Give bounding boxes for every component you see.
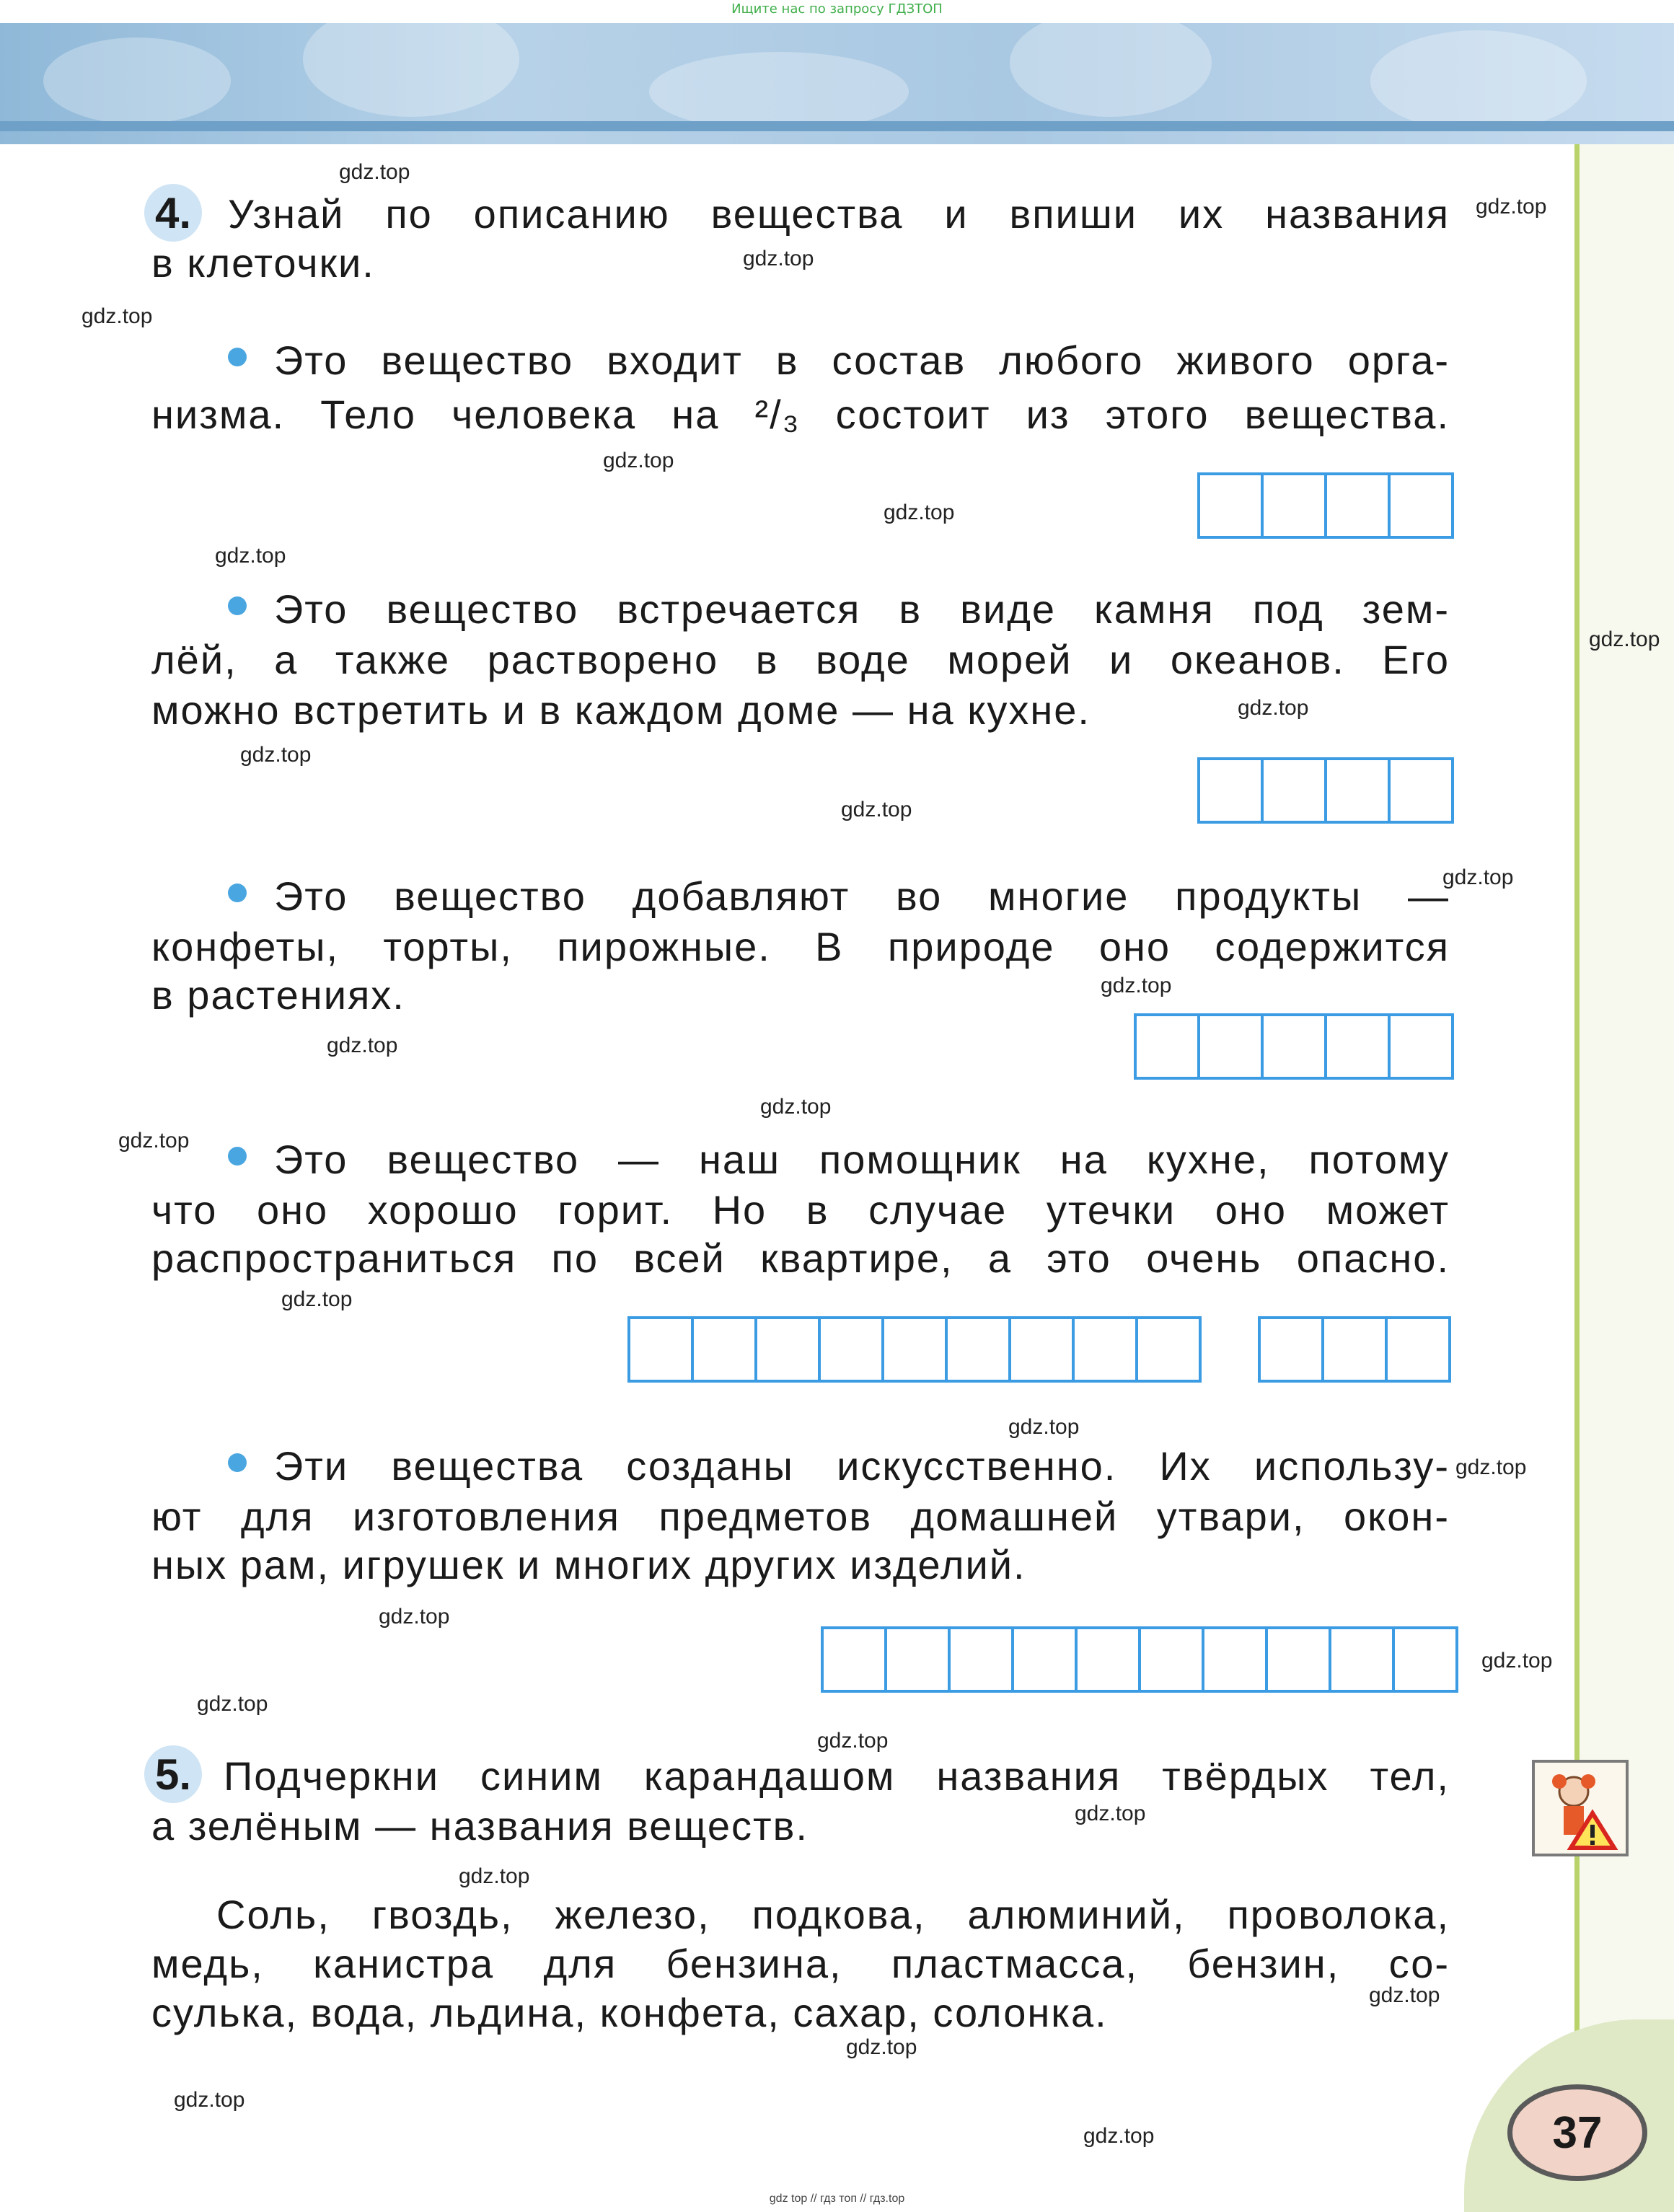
bullet-icon [228,348,247,366]
task-4-item-3-line: в растениях. [151,972,405,1018]
answer-cells-1[interactable] [1197,472,1454,539]
answer-cell[interactable] [881,1316,948,1383]
watermark: gdz.top [197,1692,268,1716]
watermark: gdz.top [846,2035,917,2059]
answer-cell[interactable] [948,1626,1014,1693]
bullet-icon [228,596,247,615]
answer-cell[interactable] [1258,1316,1324,1383]
answer-cell[interactable] [1197,1013,1264,1080]
page-number: 37 [1507,2084,1647,2181]
answer-cell[interactable] [691,1316,757,1383]
answer-cell[interactable] [754,1316,821,1383]
answer-cell[interactable] [1197,472,1264,539]
watermark: gdz.top [174,2088,245,2112]
answer-cell[interactable] [1135,1316,1202,1383]
watermark: gdz.top [1075,1802,1146,1825]
answer-cell[interactable] [1392,1626,1458,1693]
watermark: gdz.top [1238,696,1309,720]
watermark: gdz.top [1101,974,1172,997]
answer-cells-3[interactable] [1134,1013,1454,1080]
watermark: gdz.top [841,798,912,821]
answer-cells-5[interactable] [821,1626,1458,1693]
watermark: gdz.top [281,1287,353,1311]
watermark: gdz.top [1442,865,1514,889]
task-4-item-2-line: Это вещество встречается в виде камня под зем- [274,586,1450,632]
task-4-item-5-line: ных рам, игрушек и многих других изделий. [151,1542,1026,1587]
answer-cell[interactable] [1385,1316,1451,1383]
watermark: gdz.top [327,1034,398,1057]
answer-cell[interactable] [1261,472,1327,539]
watermark: gdz.top [459,1864,530,1888]
watermark: gdz.top [603,449,674,472]
watermark: gdz.top [82,304,153,328]
answer-cell[interactable] [1324,1013,1391,1080]
watermark: gdz.top [339,160,410,184]
task-4-item-4-line: что оно хорошо горит. Но в случае утечки оно может [151,1187,1450,1233]
bottom-notice: gdz top // гдз топ // гдз.top [769,2193,905,2205]
bullet-icon [228,884,247,902]
bullet-icon [228,1453,247,1472]
task-4-title: Узнай по описанию вещества и впиши их названия [228,191,1450,237]
answer-cells-4a[interactable] [627,1316,1202,1383]
watermark: gdz.top [760,1095,832,1119]
task-4-item-3-line: Это вещество добавляют во многие продукты — [274,873,1450,919]
watermark: gdz.top [1455,1455,1527,1479]
answer-cell[interactable] [1261,1013,1327,1080]
answer-cell[interactable] [1388,472,1454,539]
task-4-item-4-line: распространиться по всей квартире, а это очень опасно. [151,1235,1450,1281]
answer-cell[interactable] [821,1626,887,1693]
watermark: gdz.top [240,743,312,767]
answer-cell[interactable] [1261,757,1327,824]
task-4-item-1-line: Это вещество входит в состав любого живого орга- [274,338,1450,383]
answer-cell[interactable] [1011,1626,1078,1693]
task-5-words-line: Соль, гвоздь, железо, подкова, алюминий, проволока, [216,1892,1450,1937]
answer-cell[interactable] [627,1316,694,1383]
answer-cell[interactable] [945,1316,1011,1383]
answer-cells-2[interactable] [1197,757,1454,824]
bullet-icon [228,1147,247,1166]
watermark: gdz.top [1008,1415,1080,1439]
watermark: gdz.top [1083,2124,1155,2148]
watermark: gdz.top [743,247,814,270]
answer-cell[interactable] [1388,1013,1454,1080]
margin-panel [1580,144,1674,2207]
task-4-item-4-line: Это вещество — наш помощник на кухне, потому [274,1137,1450,1182]
watermark: gdz.top [1369,1983,1440,2007]
watermark: gdz.top [817,1729,889,1753]
answer-cell[interactable] [1072,1316,1138,1383]
task-5-words-line: сулька, вода, льдина, конфета, сахар, солонка. [151,1990,1108,2035]
answer-cell[interactable] [1324,472,1391,539]
answer-cell[interactable] [1329,1626,1395,1693]
answer-cell[interactable] [1324,757,1391,824]
watermark: gdz.top [884,501,955,524]
task-4-item-5-line: Эти вещества созданы искусственно. Их использу- [274,1443,1450,1489]
answer-cell[interactable] [1202,1626,1268,1693]
watermark: gdz.top [1481,1649,1553,1673]
watermark: gdz.top [379,1605,450,1629]
task-4-title-cont: в клеточки. [151,240,375,286]
watermark: gdz.top [1589,627,1660,651]
watermark: gdz.top [215,544,286,568]
caution-icon [1532,1760,1629,1856]
task-5-title: Подчеркни синим карандашом названия твёрдых тел, [224,1753,1450,1799]
answer-cell[interactable] [1321,1316,1388,1383]
answer-cell[interactable] [818,1316,884,1383]
answer-cell[interactable] [1134,1013,1200,1080]
answer-cell[interactable] [1138,1626,1204,1693]
task-5-title-cont: а зелёным — названия веществ. [151,1803,809,1849]
answer-cell[interactable] [1388,757,1454,824]
watermark: gdz.top [1476,195,1547,219]
watermark: gdz.top [118,1129,190,1153]
task-5-number: 5. [144,1745,202,1803]
task-4-item-2-line: лёй, а также растворено в воде морей и океанов. Его [151,637,1450,682]
answer-cells-4b[interactable] [1258,1316,1451,1383]
answer-cell[interactable] [884,1626,951,1693]
task-4-item-2-line: можно встретить и в каждом доме — на кухне. [151,687,1091,733]
task-4-item-3-line: конфеты, торты, пирожные. В природе оно содержится [151,924,1450,969]
answer-cell[interactable] [1008,1316,1075,1383]
task-4-item-1-line: низма. Тело человека на ²/₃ состоит из этого вещества. [151,392,1450,437]
task-4-item-5-line: ют для изготовления предметов домашней утвари, окон- [151,1494,1450,1539]
task-4-number: 4. [144,184,202,242]
answer-cell[interactable] [1197,757,1264,824]
top-notice: Ищите нас по запросу ГДЗТОП [731,1,943,17]
answer-cell[interactable] [1265,1626,1331,1693]
answer-cell[interactable] [1075,1626,1141,1693]
header-stripe [0,121,1674,131]
task-5-words-line: медь, канистра для бензина, пластмасса, бензин, со- [151,1941,1450,1986]
